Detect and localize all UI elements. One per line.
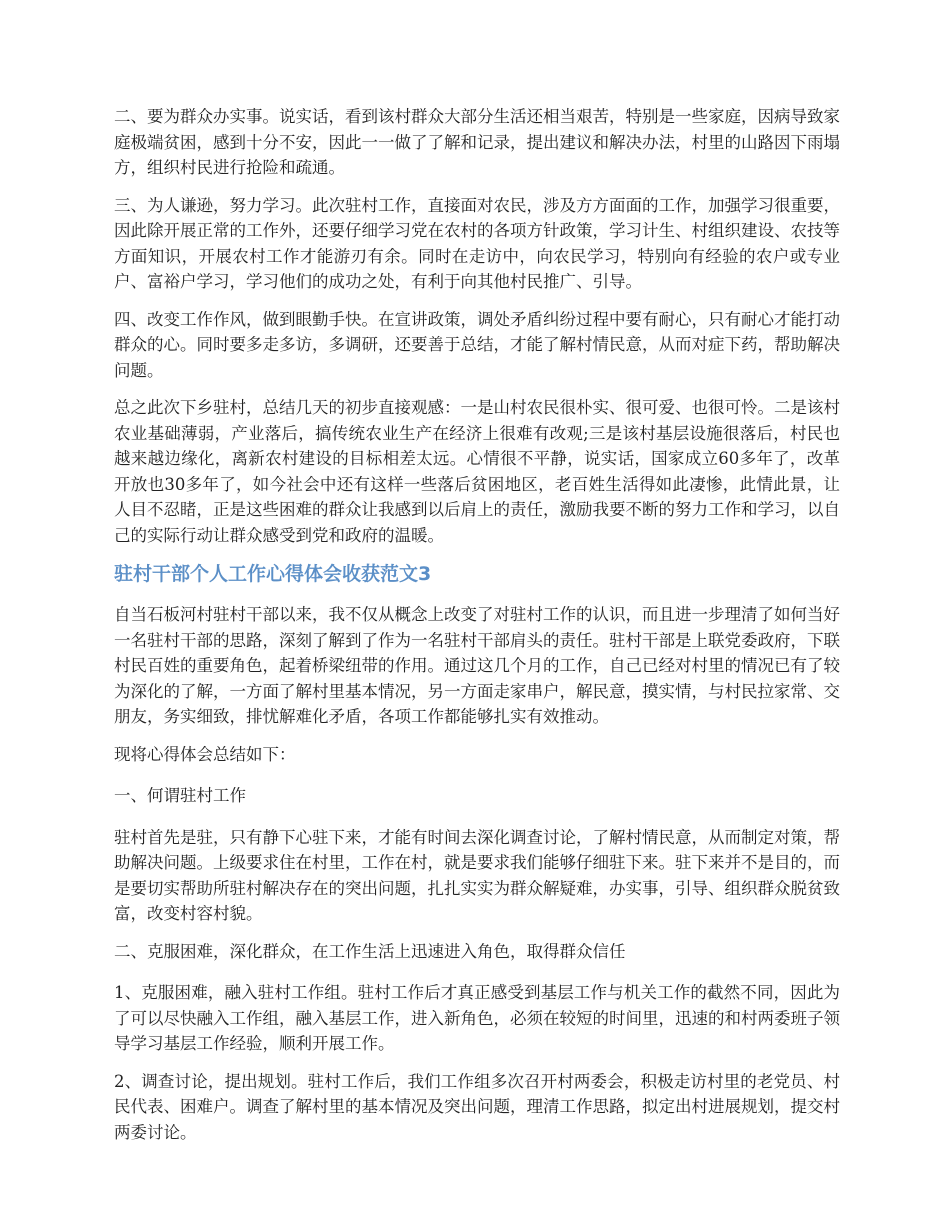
subheading-what-is-village-work: 一、何谓驻村工作 bbox=[114, 786, 246, 805]
paragraph-point-2: 2、调查讨论，提出规划。驻村工作后，我们工作组多次召开村两委会，积极走访村里的老党员、村民代表、困难户。调查了解村里的基本情况及突出问题，理清工作思路，拟定出村进展规划，提交村两委讨论。 bbox=[114, 1071, 840, 1142]
paragraph-summary: 总之此次下乡驻村，总结几天的初步直接观感：一是山村农民很朴实、很可爱、也很可怜。二是该村农业基础薄弱，产业落后，搞传统农业生产在经济上很难有改观;三是该村基层设施很落后，村民也越来越边缘化，离新农村建设的目标相差太远。心情很不平静，说实话，国家成立60多年了，改革开放也30多年了，如今社会中还有这样一些落后贫困地区，老百姓生活得如此凄惨，此情此景，让人目不忍睹，正是这些困难的群众让我感到以后肩上的责任，激励我要不断的努力工作和学习，以自己的实际行动让群众感受到党和政府的温暖。 bbox=[114, 398, 840, 545]
paragraph-study-humbly: 三、为人谦逊，努力学习。此次驻村工作，直接面对农民，涉及方方面面的工作，加强学习很重要，因此除开展正常的工作外，还要仔细学习党在农村的各项方针政策，学习计生、村组织建设、农技等方面知识，开展农村工作才能游刃有余。同时在走访中，向农民学习，特别向有经验的农户或专业户、富裕户学习，学习他们的成功之处，有利于向其他村民推广、引导。 bbox=[114, 195, 840, 291]
paragraph-intro: 自当石板河村驻村干部以来，我不仅从概念上改变了对驻村工作的认识，而且进一步理清了如何当好一名驻村干部的思路，深刻了解到了作为一名驻村干部肩头的责任。驻村干部是上联党委政府，下联村民百姓的重要角色，起着桥梁纽带的作用。通过这几个月的工作，自己已经对村里的情况已有了较为深化的了解，一方面了解村里基本情况，另一方面走家串户，解民意，摸实情，与村民拉家常、交朋友，务实细致，排忧解难化矛盾，各项工作都能够扎实有效推动。 bbox=[114, 605, 840, 726]
paragraph-work-style: 四、改变工作作风，做到眼勤手快。在宣讲政策，调处矛盾纠纷过程中要有耐心，只有耐心才能打动群众的心。同时要多走多访，多调研，还要善于总结，才能了解村情民意，从而对症下药，帮助解决问题。 bbox=[114, 309, 840, 380]
paragraph-village-work: 驻村首先是驻，只有静下心驻下来，才能有时间去深化调查讨论，了解村情民意，从而制定对策，帮助解决问题。上级要求住在村里，工作在村，就是要求我们能够仔细驻下来。驻下来并不是目的，而是要切实帮助所驻村解决存在的突出问题，扎扎实实为群众解疑难，办实事，引导、组织群众脱贫致富，改变村容村貌。 bbox=[114, 827, 840, 923]
document-page bbox=[114, 104, 840, 1157]
paragraph-point-1: 1、克服困难，融入驻村工作组。驻村工作后才真正感受到基层工作与机关工作的截然不同，因此为了可以尽快融入工作组，融入基层工作，进入新角色，必须在较短的时间里，迅速的和村两委班子领导学习基层工作经验，顺利开展工作。 bbox=[114, 983, 840, 1053]
section-heading: 驻村干部个人工作心得体会收获范文3 bbox=[114, 563, 432, 585]
paragraph-serve-people: 二、要为群众办实事。说实话，看到该村群众大部分生活还相当艰苦，特别是一些家庭，因病导致家庭极端贫困，感到十分不安，因此一一做了了解和记录，提出建议和解决办法，村里的山路因下雨塌方，组织村民进行抢险和疏通。 bbox=[114, 107, 840, 177]
paragraph-summary-lead: 现将心得体会总结如下： bbox=[114, 744, 296, 764]
subheading-overcome-difficulties: 二、克服困难，深化群众，在工作生活上迅速进入角色，取得群众信任 bbox=[114, 941, 626, 961]
